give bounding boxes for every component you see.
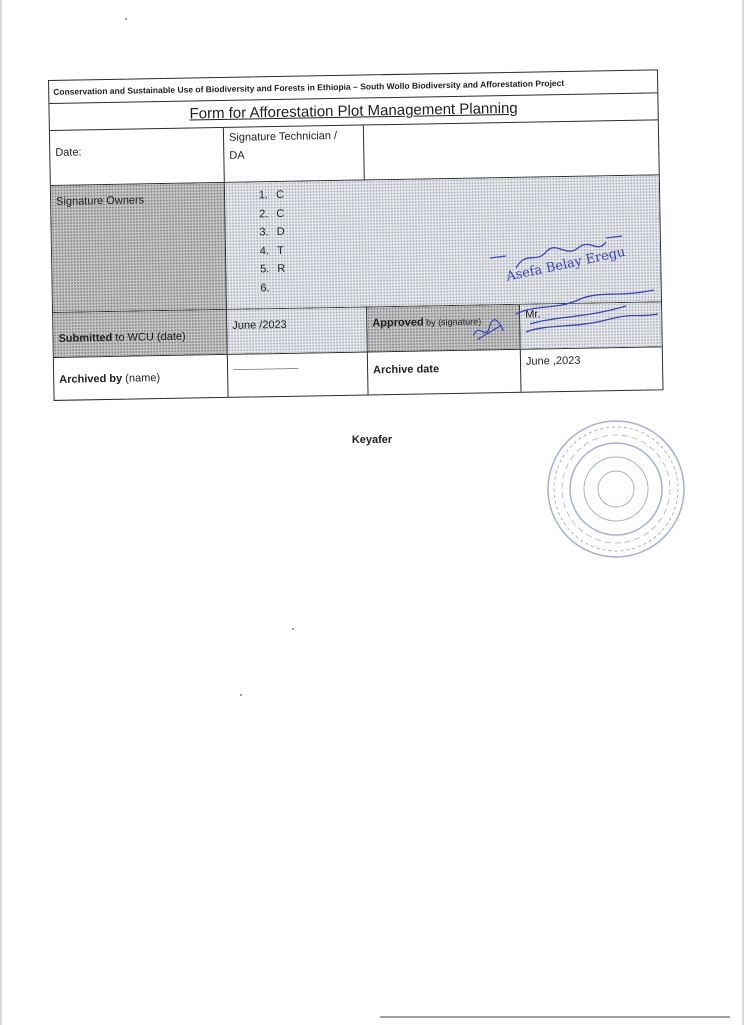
archive-date-value-cell	[521, 347, 663, 391]
date-cell	[50, 128, 225, 185]
archive-date-label: Archive date	[373, 363, 440, 377]
page-left-edge	[0, 0, 2, 1025]
form-title: Form for Afforestation Plot Management Planning	[49, 93, 657, 131]
scan-speck	[125, 18, 127, 20]
technician-signature-label: Signature Technician /	[228, 129, 338, 144]
owner-number: 6.	[260, 281, 270, 294]
submitted-label: Submitted to WCU (date)	[58, 330, 186, 345]
scan-speck	[292, 628, 294, 630]
approval-stamp-scribbles	[486, 228, 666, 348]
owner-initial: T	[276, 244, 284, 257]
archived-by-value: ------------------------------	[232, 363, 299, 374]
submitted-date-value: June /2023	[232, 318, 287, 332]
submitted-label-cell	[53, 310, 228, 357]
archived-by-value-cell	[228, 352, 369, 396]
approver-prefix: Mr.	[525, 308, 541, 321]
submitted-date-cell	[227, 307, 368, 353]
owner-initial: D	[276, 225, 285, 239]
owner-number: 3.	[259, 226, 269, 239]
owner-number: 1.	[258, 189, 269, 202]
owner-number: 4.	[259, 244, 270, 257]
owner-initial: C	[275, 188, 285, 202]
archive-date-label-cell	[368, 350, 522, 395]
technician-signature-value	[364, 120, 659, 179]
archived-by-label-cell	[54, 355, 229, 400]
footer-name: Keyafer	[351, 434, 393, 446]
approved-label: Approved by (signature)	[372, 316, 482, 330]
archived-by-label: Archived by (name)	[59, 372, 161, 386]
scan-speck	[240, 694, 242, 696]
date-label: Date:	[55, 146, 82, 159]
owner-number: 2.	[259, 207, 269, 220]
archive-date-value: June ,2023	[525, 354, 581, 368]
approver-stamp-name: Asefa Belay Eregu	[505, 244, 627, 285]
scan-bottom-line	[380, 1016, 730, 1018]
owner-initial: R	[277, 262, 286, 276]
owner-initial: C	[276, 207, 285, 220]
signature-owners-label: Signature Owners	[56, 194, 145, 208]
round-office-seal	[545, 418, 687, 560]
project-header: Conservation and Sustainable Use of Biodiversity and Forests in Ethiopia – South Wollo Biodiversity and Afforestation Project	[49, 70, 657, 104]
owner-number: 5.	[260, 263, 270, 276]
signature-owners-cell	[51, 183, 227, 312]
technician-signature-label-da: DA	[229, 149, 245, 162]
technician-signature-cell	[224, 125, 365, 181]
